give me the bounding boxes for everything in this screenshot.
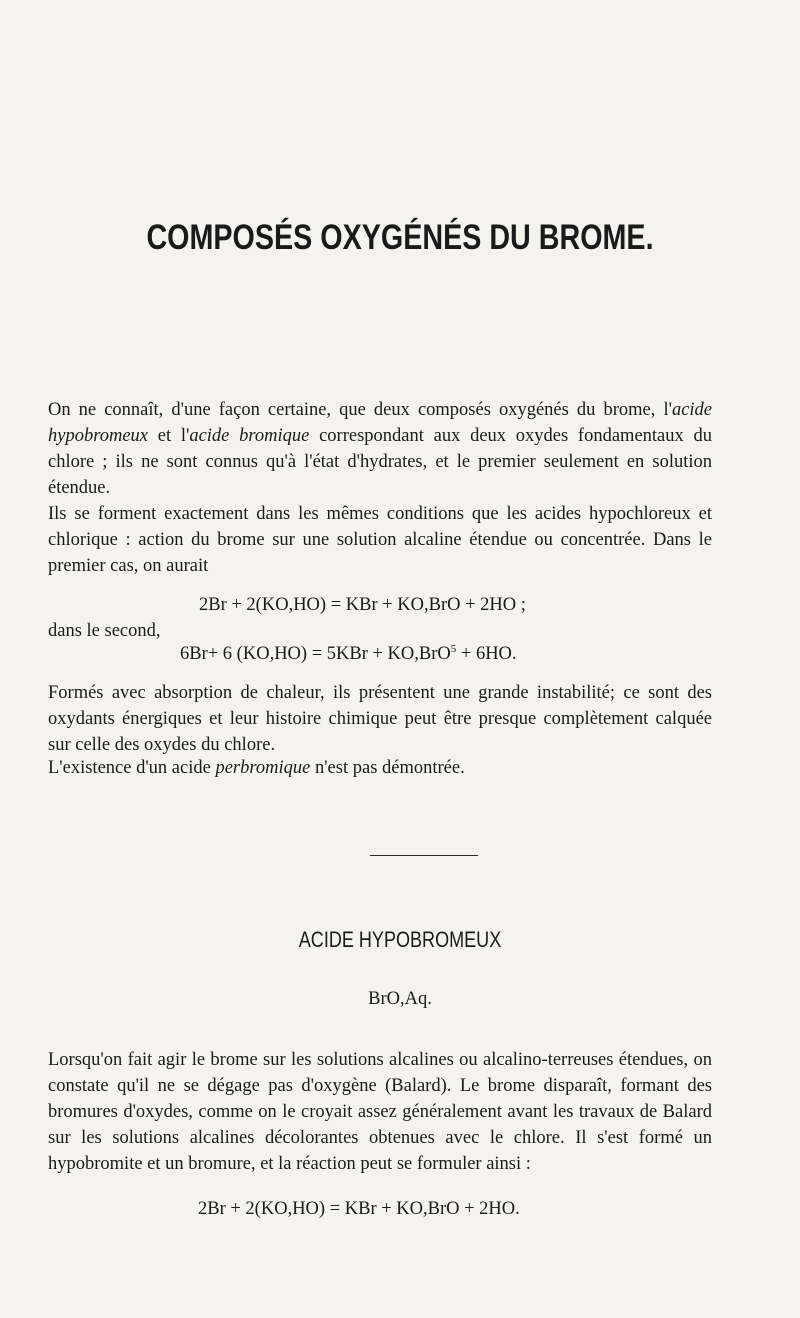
section-divider [370, 855, 478, 856]
formula-part: 6Br+ 6 (KO,HO) = 5KBr + KO,BrO [180, 644, 451, 664]
formula-second-case [180, 641, 517, 667]
intro-text: On ne connaît, d'une façon certaine, que deux composés oxygénés du brome, l' [48, 400, 672, 420]
formula-first-case: 2Br + 2(KO,HO) = KBr + KO,BrO + 2HO ; [199, 595, 526, 615]
page-title: COMPOSÉS OXYGÉNÉS DU BROME. [146, 218, 654, 257]
formula-part: + 6HO. [456, 644, 517, 664]
section-paragraph-1: Lorsqu'on fait agir le brome sur les solutions alcalines ou alcalino-terreuses étendues, on constate qu'il ne se dégage pas d'oxygène (Balard). Le brome disparaît, formant des bromures d'oxydes, comme on le croyait assez généralement avant les travaux de Balard sur les solutions alcalines décolorantes obtenues avec le chlore. Il s'est formé un hypobromite et un bromure, et la réaction peut se formuler ainsi : [48, 1050, 712, 1174]
intro-paragraph-4 [48, 755, 712, 781]
term-acide-hypobromeux: acide hypobromeux [48, 400, 712, 446]
intro-paragraph-3: Formés avec absorption de chaleur, ils présentent une grande instabilité; ce sont des oxydants énergiques et leur histoire chimique peut être presque complètement calquée sur celle des oxydes du chlore. [48, 683, 712, 755]
section-formula-end: 2Br + 2(KO,HO) = KBr + KO,BrO + 2HO. [198, 1199, 520, 1219]
section-formula: BrO,Aq. [368, 989, 432, 1009]
intro-paragraph-1 [48, 397, 712, 501]
intro-text: et l' [148, 426, 190, 446]
dans-le-second-label: dans le second, [48, 621, 161, 641]
intro-text: n'est pas démontrée. [310, 758, 465, 778]
intro-text: L'existence d'un acide [48, 758, 216, 778]
intro-text: correspondant aux deux oxydes fondamentaux du chlore ; ils ne sont connus qu'à l'état d'hydrates, et le premier seulement en solution étendue. [48, 426, 712, 498]
term-perbromique: perbromique [215, 758, 311, 778]
formula-superscript: 5 [450, 642, 457, 655]
section-heading: ACIDE HYPOBROMEUX [298, 927, 502, 952]
intro-paragraph-2: Ils se forment exactement dans les mêmes conditions que les acides hypochloreux et chlorique : action du brome sur une solution alcaline étendue ou concentrée. Dans le premier cas, on aurait [48, 504, 712, 576]
term-acide-bromique: acide bromique [189, 426, 310, 446]
